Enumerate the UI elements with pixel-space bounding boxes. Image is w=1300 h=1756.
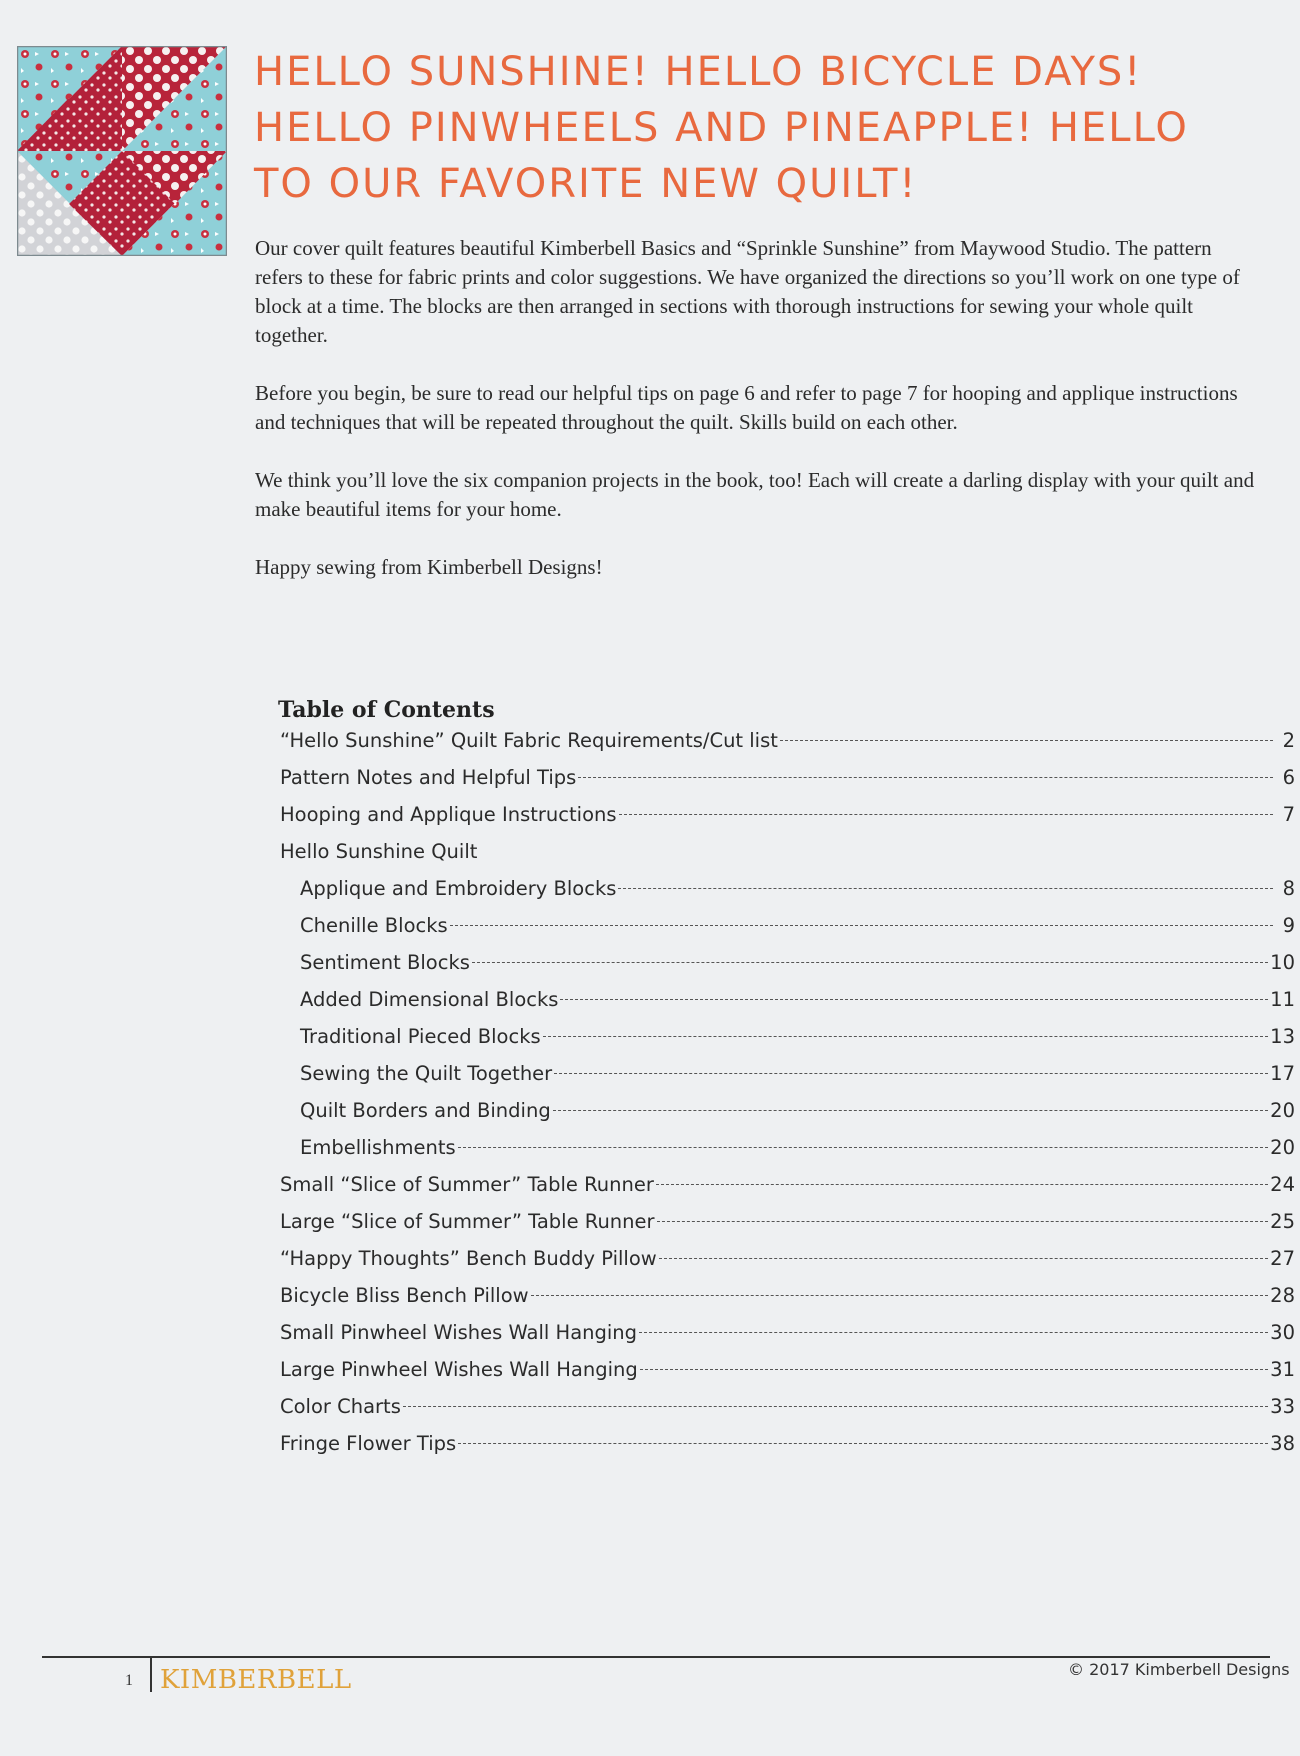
toc-row xyxy=(280,907,1295,944)
toc-page-number: 13 xyxy=(1270,1025,1295,1048)
toc-dash-leader xyxy=(458,1147,1269,1148)
toc-entry-label: Small “Slice of Summer” Table Runner xyxy=(280,1173,654,1196)
toc-row xyxy=(280,1351,1295,1388)
toc-row xyxy=(280,1277,1295,1314)
toc-dash-leader xyxy=(656,1184,1268,1185)
toc-entry-label: Added Dimensional Blocks xyxy=(300,988,559,1011)
headline-line-2: HELLO PINWHEELS AND PINEAPPLE! HELLO xyxy=(254,105,1189,151)
toc-page-number: 31 xyxy=(1270,1358,1295,1381)
toc-entry-label: Hooping and Applique Instructions xyxy=(280,803,617,826)
toc-page-number: 38 xyxy=(1270,1432,1295,1455)
toc-row xyxy=(280,1055,1295,1092)
toc-page-number: 33 xyxy=(1270,1395,1295,1418)
toc-row xyxy=(280,796,1295,833)
toc-dash-leader xyxy=(472,962,1268,963)
toc-dash-leader xyxy=(403,1406,1268,1407)
toc-entry-label: “Hello Sunshine” Quilt Fabric Requirements/Cut list xyxy=(280,729,778,752)
toc-page-number: 28 xyxy=(1270,1284,1295,1307)
toc-row xyxy=(280,759,1295,796)
toc-dash-leader xyxy=(639,1332,1268,1333)
toc-dash-leader xyxy=(543,1036,1269,1037)
toc-dash-leader xyxy=(619,814,1273,815)
toc-title: Table of Contents xyxy=(278,697,495,723)
toc-page-number: 20 xyxy=(1270,1136,1295,1159)
toc-dash-leader xyxy=(780,740,1273,741)
toc-entry-label: Small Pinwheel Wishes Wall Hanging xyxy=(280,1321,638,1344)
toc-row xyxy=(280,1425,1295,1462)
toc-row xyxy=(280,981,1295,1018)
page-headline xyxy=(254,44,1264,212)
toc-page-number: 10 xyxy=(1270,951,1295,974)
toc-row xyxy=(280,1314,1295,1351)
toc-page-number: 9 xyxy=(1282,914,1295,937)
toc-page-number: 7 xyxy=(1282,803,1295,826)
toc-dash-leader xyxy=(554,1073,1268,1074)
toc-row xyxy=(280,1092,1295,1129)
kimberbell-logo: KIMBERBELL xyxy=(160,1665,352,1695)
toc-page-number: 25 xyxy=(1270,1210,1295,1233)
toc-row xyxy=(280,870,1295,907)
footer-rule xyxy=(42,1656,1270,1658)
toc-dash-leader xyxy=(618,888,1273,889)
toc-entry-label: Sewing the Quilt Together xyxy=(300,1062,553,1085)
toc-entry-label: Quilt Borders and Binding xyxy=(300,1099,551,1122)
intro-paragraph-3: We think you’ll love the six companion projects in the book, too! Each will create a darling display with your quilt and make beautiful items for your home. xyxy=(255,468,1255,521)
toc-row xyxy=(280,1240,1295,1277)
headline-line-1: HELLO SUNSHINE! HELLO BICYCLE DAYS! xyxy=(254,49,1143,95)
toc-entry-label: Applique and Embroidery Blocks xyxy=(300,877,617,900)
toc-row xyxy=(280,722,1295,759)
headline-line-3: TO OUR FAVORITE NEW QUILT! xyxy=(254,161,918,207)
toc-page-number: 8 xyxy=(1282,877,1295,900)
toc-row xyxy=(280,833,1295,870)
toc-dash-leader xyxy=(657,1221,1269,1222)
pinwheel-quilt-block-image xyxy=(17,46,227,256)
toc-entry-label: Fringe Flower Tips xyxy=(280,1432,457,1455)
page-number: 1 xyxy=(125,1672,133,1689)
toc-entry-label: Bicycle Bliss Bench Pillow xyxy=(280,1284,529,1307)
toc-dash-leader xyxy=(553,1110,1268,1111)
toc-page-number: 30 xyxy=(1270,1321,1295,1344)
toc-page-number: 6 xyxy=(1282,766,1295,789)
intro-text xyxy=(255,234,1255,611)
intro-paragraph-4: Happy sewing from Kimberbell Designs! xyxy=(255,555,603,579)
table-of-contents xyxy=(280,722,1295,1462)
toc-row xyxy=(280,1203,1295,1240)
copyright-notice: © 2017 Kimberbell Designs xyxy=(1068,1660,1290,1679)
toc-entry-label: Sentiment Blocks xyxy=(300,951,470,974)
toc-row xyxy=(280,1388,1295,1425)
toc-entry-label: Embellishments xyxy=(300,1136,456,1159)
intro-paragraph-1: Our cover quilt features beautiful Kimberbell Basics and “Sprinkle Sunshine” from Maywood Studio. The pattern refers to these for fabric prints and color suggestions. We have organized the directions so you’ll work on one type of block at a time. The blocks are then arranged in sections with thorough instructions for sewing your whole quilt together. xyxy=(255,236,1240,347)
toc-entry-label: Chenille Blocks xyxy=(300,914,448,937)
toc-page-number: 2 xyxy=(1282,729,1295,752)
toc-row xyxy=(280,1018,1295,1055)
toc-page-number: 20 xyxy=(1270,1099,1295,1122)
toc-dash-leader xyxy=(450,925,1273,926)
toc-entry-label: Pattern Notes and Helpful Tips xyxy=(280,766,577,789)
toc-page-number: 27 xyxy=(1270,1247,1295,1270)
toc-entry-label: “Happy Thoughts” Bench Buddy Pillow xyxy=(280,1247,657,1270)
toc-page-number: 17 xyxy=(1270,1062,1295,1085)
toc-dash-leader xyxy=(531,1295,1269,1296)
toc-row xyxy=(280,944,1295,981)
toc-page-number: 24 xyxy=(1270,1173,1295,1196)
toc-dash-leader xyxy=(458,1443,1268,1444)
toc-dash-leader xyxy=(560,999,1268,1000)
toc-entry-label: Traditional Pieced Blocks xyxy=(300,1025,541,1048)
toc-page-number: 11 xyxy=(1270,988,1295,1011)
toc-row xyxy=(280,1166,1295,1203)
footer-divider xyxy=(150,1658,152,1692)
toc-entry-label: Large Pinwheel Wishes Wall Hanging xyxy=(280,1358,638,1381)
toc-entry-label: Large “Slice of Summer” Table Runner xyxy=(280,1210,655,1233)
intro-paragraph-2: Before you begin, be sure to read our helpful tips on page 6 and refer to page 7 for hooping and applique instructions and techniques that will be repeated throughout the quilt. Skills build on each other. xyxy=(255,381,1238,434)
toc-entry-label: Color Charts xyxy=(280,1395,401,1418)
toc-entry-label: Hello Sunshine Quilt xyxy=(280,840,478,863)
toc-dash-leader xyxy=(659,1258,1268,1259)
toc-dash-leader xyxy=(578,777,1273,778)
toc-row xyxy=(280,1129,1295,1166)
toc-dash-leader xyxy=(640,1369,1268,1370)
